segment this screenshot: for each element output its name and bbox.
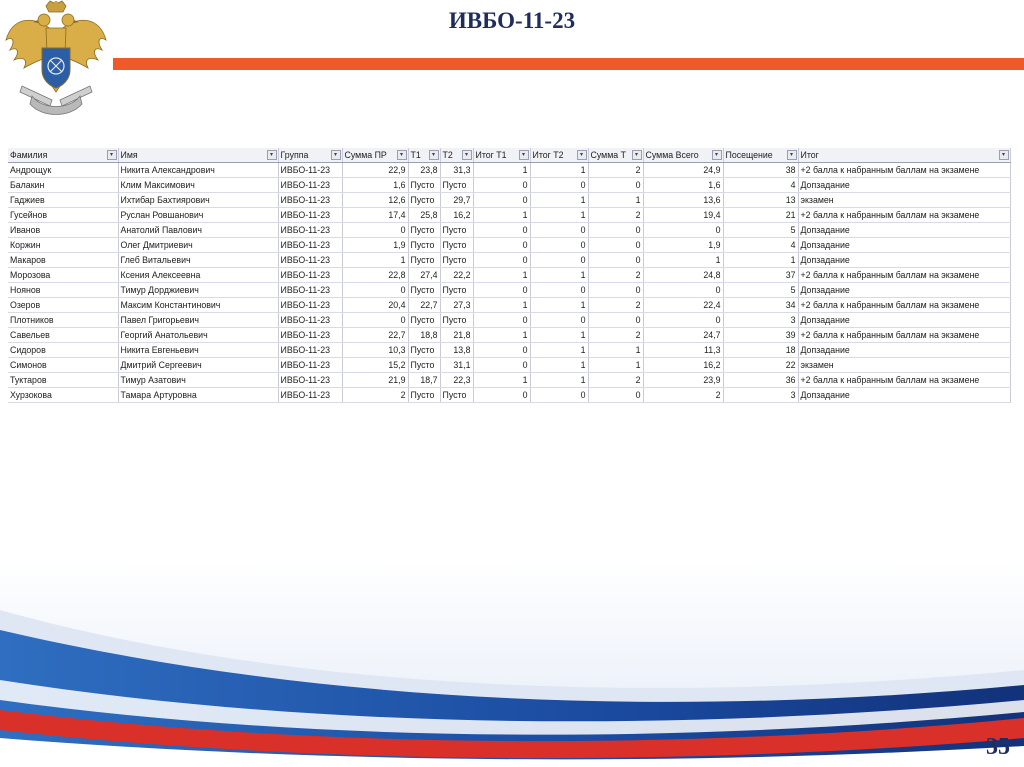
table-cell[interactable]: 0 [473,238,530,253]
table-cell[interactable]: Гусейнов [8,208,118,223]
table-row [8,223,1010,238]
table-cell[interactable]: 31,1 [440,358,473,373]
table-cell[interactable]: 0 [473,313,530,328]
table-cell[interactable]: 1 [530,373,588,388]
table-row [8,268,1010,283]
table-cell[interactable]: 0 [643,223,723,238]
column-header-label: Сумма Т [590,150,626,160]
table-cell[interactable]: 22,7 [342,328,408,343]
table-cell[interactable]: 2 [588,163,643,178]
table-cell[interactable]: Допзадание [798,223,1010,238]
table-cell[interactable]: +2 балла к набранным баллам на экзамене [798,163,1010,178]
table-cell[interactable]: 31,3 [440,163,473,178]
table-cell[interactable]: ИВБО-11-23 [278,388,342,403]
table-cell[interactable]: ИВБО-11-23 [278,193,342,208]
column-header[interactable] [723,148,798,163]
table-cell[interactable]: Пусто [408,313,440,328]
table-cell[interactable]: 5 [723,283,798,298]
table-row [8,193,1010,208]
table-cell[interactable]: Андрощук [8,163,118,178]
table-cell[interactable]: 1 [588,358,643,373]
table-cell[interactable]: 1 [530,268,588,283]
table-cell[interactable]: Никита Александрович [118,163,278,178]
table-cell[interactable]: 2 [588,208,643,223]
table-row [8,313,1010,328]
table-cell[interactable]: 0 [588,178,643,193]
table-cell[interactable]: 0 [530,388,588,403]
table-cell[interactable]: 0 [530,313,588,328]
table-cell[interactable]: +2 балла к набранным баллам на экзамене [798,298,1010,313]
table-cell[interactable]: 1 [530,358,588,373]
table-cell[interactable]: Максим Константинович [118,298,278,313]
column-header[interactable] [798,148,1010,163]
table-cell[interactable]: 2 [342,388,408,403]
table-cell[interactable]: Макаров [8,253,118,268]
table-cell[interactable]: Хурзокова [8,388,118,403]
table-row [8,253,1010,268]
table-row [8,298,1010,313]
table-cell[interactable]: +2 балла к набранным баллам на экзамене [798,328,1010,343]
column-header-label: Т2 [442,150,453,160]
table-cell[interactable]: 4 [723,238,798,253]
filter-dropdown-icon[interactable]: ▾ [331,150,341,160]
table-cell[interactable]: ИВБО-11-23 [278,238,342,253]
table-cell[interactable]: 29,7 [440,193,473,208]
table-cell[interactable]: 1 [530,193,588,208]
table-cell[interactable]: ИВБО-11-23 [278,283,342,298]
table-cell[interactable]: 1 [342,253,408,268]
table-cell[interactable]: 27,3 [440,298,473,313]
table-cell[interactable]: 22,9 [342,163,408,178]
table-cell[interactable]: 0 [643,313,723,328]
table-row [8,358,1010,373]
filter-dropdown-icon[interactable]: ▾ [999,150,1009,160]
table-cell[interactable]: Допзадание [798,388,1010,403]
table-cell[interactable]: Пусто [408,388,440,403]
table-cell[interactable]: ИВБО-11-23 [278,163,342,178]
table-cell[interactable]: Ихтибар Бахтиярович [118,193,278,208]
table-cell[interactable]: 38 [723,163,798,178]
table-cell[interactable]: 1 [530,208,588,223]
column-header[interactable] [440,148,473,163]
spreadsheet-table [8,148,1011,403]
table-cell[interactable]: 16,2 [643,358,723,373]
table-cell[interactable]: 0 [342,313,408,328]
table-cell[interactable]: 20,4 [342,298,408,313]
table-cell[interactable]: 1 [643,253,723,268]
table-cell[interactable]: 1 [473,268,530,283]
table-cell[interactable]: 2 [588,298,643,313]
table-cell[interactable]: Допзадание [798,313,1010,328]
table-cell[interactable]: 22,8 [342,268,408,283]
table-cell[interactable]: 37 [723,268,798,283]
filter-dropdown-icon[interactable]: ▾ [429,150,439,160]
column-header-label: Итог [800,150,819,160]
table-cell[interactable]: 1 [473,208,530,223]
table-cell[interactable]: Олег Дмитриевич [118,238,278,253]
table-cell[interactable]: Балакин [8,178,118,193]
table-cell[interactable]: 10,3 [342,343,408,358]
table-cell[interactable]: 18,8 [408,328,440,343]
table-cell[interactable]: 34 [723,298,798,313]
table-cell[interactable]: экзамен [798,358,1010,373]
table-cell[interactable]: Пусто [408,178,440,193]
table-cell[interactable]: 0 [473,388,530,403]
table-cell[interactable]: Пусто [408,193,440,208]
table-cell[interactable]: Пусто [408,343,440,358]
table-cell[interactable]: ИВБО-11-23 [278,223,342,238]
column-header-label: Т1 [410,150,421,160]
column-header[interactable] [118,148,278,163]
table-row [8,178,1010,193]
table-cell[interactable]: Допзадание [798,283,1010,298]
table-cell[interactable]: ИВБО-11-23 [278,178,342,193]
table-cell[interactable]: 2 [588,373,643,388]
table-cell[interactable]: Пусто [440,253,473,268]
table-cell[interactable]: 23,8 [408,163,440,178]
table-row [8,343,1010,358]
table-cell[interactable]: 1 [530,163,588,178]
table-cell[interactable]: 0 [588,313,643,328]
table-cell[interactable]: Озеров [8,298,118,313]
table-cell[interactable]: 21,8 [440,328,473,343]
filter-dropdown-icon[interactable]: ▾ [787,150,797,160]
table-cell[interactable]: 11,3 [643,343,723,358]
table-cell[interactable]: Плотников [8,313,118,328]
table-cell[interactable]: 0 [643,283,723,298]
table-cell[interactable]: 0 [588,388,643,403]
table-cell[interactable]: Пусто [440,313,473,328]
table-cell[interactable]: 1 [530,343,588,358]
column-header[interactable] [588,148,643,163]
table-cell[interactable]: Руслан Ровшанович [118,208,278,223]
table-cell[interactable]: 0 [473,283,530,298]
table-cell[interactable]: 16,2 [440,208,473,223]
filter-dropdown-icon[interactable]: ▾ [712,150,722,160]
column-header[interactable] [342,148,408,163]
table-cell[interactable]: Пусто [440,238,473,253]
table-cell[interactable]: Допзадание [798,253,1010,268]
table-cell[interactable]: 0 [588,253,643,268]
table-cell[interactable]: Пусто [440,178,473,193]
table-cell[interactable]: 1,6 [342,178,408,193]
table-cell[interactable]: Симонов [8,358,118,373]
table-cell[interactable]: 1 [530,298,588,313]
column-header-label: Имя [120,150,138,160]
column-header-label: Группа [280,150,309,160]
table-row [8,388,1010,403]
table-cell[interactable]: 36 [723,373,798,388]
table-cell[interactable]: Пусто [440,223,473,238]
table-cell[interactable]: 0 [342,283,408,298]
table-cell[interactable]: 4 [723,178,798,193]
table-cell[interactable]: 2 [588,328,643,343]
table-cell[interactable]: +2 балла к набранным баллам на экзамене [798,373,1010,388]
table-cell[interactable]: Допзадание [798,178,1010,193]
table-cell[interactable]: 2 [588,268,643,283]
table-cell[interactable]: 0 [530,283,588,298]
table-cell[interactable]: 18,7 [408,373,440,388]
column-header-label: Итог Т2 [532,150,564,160]
table-cell[interactable]: 1,9 [342,238,408,253]
table-row [8,283,1010,298]
filter-dropdown-icon[interactable]: ▾ [577,150,587,160]
table-cell[interactable]: Сидоров [8,343,118,358]
table-cell[interactable]: ИВБО-11-23 [278,253,342,268]
table-cell[interactable]: 23,9 [643,373,723,388]
table-cell[interactable]: Георгий Анатольевич [118,328,278,343]
table-cell[interactable]: 22,3 [440,373,473,388]
table-cell[interactable]: 0 [473,358,530,373]
table-cell[interactable]: Туктаров [8,373,118,388]
table-cell[interactable]: Ксения Алексеевна [118,268,278,283]
table-cell[interactable]: 25,8 [408,208,440,223]
column-header-label: Посещение [725,150,773,160]
table-cell[interactable]: 22,7 [408,298,440,313]
table-cell[interactable]: 18 [723,343,798,358]
table-cell[interactable]: 1,9 [643,238,723,253]
table-cell[interactable]: Никита Евгеньевич [118,343,278,358]
column-header-label: Сумма Всего [645,150,699,160]
filter-dropdown-icon[interactable]: ▾ [397,150,407,160]
table-cell[interactable]: 0 [530,238,588,253]
table-cell[interactable]: Клим Максимович [118,178,278,193]
table-cell[interactable]: экзамен [798,193,1010,208]
table-cell[interactable]: 1 [723,253,798,268]
table-cell[interactable]: 1 [473,328,530,343]
table-cell[interactable]: 1 [588,343,643,358]
table-cell[interactable]: 3 [723,388,798,403]
table-cell[interactable]: 0 [588,223,643,238]
slide-title: ИВБО-11-23 [448,8,576,33]
table-cell[interactable]: 21,9 [342,373,408,388]
column-header[interactable] [530,148,588,163]
table-cell[interactable]: 0 [530,223,588,238]
table-cell[interactable]: 19,4 [643,208,723,223]
header-row [8,148,1010,163]
table-cell[interactable]: 0 [473,343,530,358]
table-cell[interactable]: 13,8 [440,343,473,358]
table-cell[interactable]: 13 [723,193,798,208]
table-cell[interactable]: Пусто [408,223,440,238]
table-cell[interactable]: 3 [723,313,798,328]
table-cell[interactable]: 1 [473,163,530,178]
table-cell[interactable]: +2 балла к набранным баллам на экзамене [798,208,1010,223]
filter-dropdown-icon[interactable]: ▾ [632,150,642,160]
filter-dropdown-icon[interactable]: ▾ [107,150,117,160]
table-cell[interactable]: 0 [473,193,530,208]
table-cell[interactable]: +2 балла к набранным баллам на экзамене [798,268,1010,283]
table-cell[interactable]: 22,2 [440,268,473,283]
table-cell[interactable]: 22,4 [643,298,723,313]
table-cell[interactable]: 12,6 [342,193,408,208]
filter-dropdown-icon[interactable]: ▾ [519,150,529,160]
filter-dropdown-icon[interactable]: ▾ [267,150,277,160]
column-header[interactable] [643,148,723,163]
table-cell[interactable]: 24,7 [643,328,723,343]
table-cell[interactable]: 0 [342,223,408,238]
filter-dropdown-icon[interactable]: ▾ [462,150,472,160]
table-cell[interactable]: 15,2 [342,358,408,373]
column-header[interactable] [473,148,530,163]
table-row [8,163,1010,178]
table-cell[interactable]: 39 [723,328,798,343]
table-row [8,208,1010,223]
table-cell[interactable]: Дмитрий Сергеевич [118,358,278,373]
table-cell[interactable]: Глеб Витальевич [118,253,278,268]
table-cell[interactable]: Коржин [8,238,118,253]
table-cell[interactable]: ИВБО-11-23 [278,373,342,388]
table-cell[interactable]: Допзадание [798,238,1010,253]
table-cell[interactable]: 0 [588,238,643,253]
table-cell[interactable]: ИВБО-11-23 [278,343,342,358]
table-cell[interactable]: Допзадание [798,343,1010,358]
table-cell[interactable]: 0 [473,253,530,268]
table-cell[interactable]: 13,6 [643,193,723,208]
table-row [8,373,1010,388]
table-cell[interactable]: 0 [530,178,588,193]
table-cell[interactable]: Анатолий Павлович [118,223,278,238]
page-number: 35 [986,734,1010,760]
table-cell[interactable]: 1 [530,328,588,343]
table-cell[interactable]: ИВБО-11-23 [278,298,342,313]
table-cell[interactable]: Пусто [440,388,473,403]
table-cell[interactable]: 24,9 [643,163,723,178]
table-cell[interactable]: 27,4 [408,268,440,283]
table-cell[interactable]: 1 [473,373,530,388]
table-row [8,328,1010,343]
table-cell[interactable]: ИВБО-11-23 [278,328,342,343]
table-cell[interactable]: 0 [473,223,530,238]
column-header[interactable] [278,148,342,163]
table-cell[interactable]: 5 [723,223,798,238]
table-cell[interactable]: 24,8 [643,268,723,283]
table-cell[interactable]: Пусто [440,283,473,298]
table-cell[interactable]: Тамара Артуровна [118,388,278,403]
column-header-label: Фамилия [10,150,48,160]
table-cell[interactable]: ИВБО-11-23 [278,208,342,223]
table-cell[interactable]: Савельев [8,328,118,343]
table-cell[interactable]: 21 [723,208,798,223]
table-cell[interactable]: ИВБО-11-23 [278,268,342,283]
table-cell[interactable]: 22 [723,358,798,373]
table-cell[interactable]: Пусто [408,253,440,268]
table-cell[interactable]: 1 [588,193,643,208]
table-cell[interactable]: 0 [473,178,530,193]
table-cell[interactable]: Морозова [8,268,118,283]
table-cell[interactable]: 0 [530,253,588,268]
table-cell[interactable]: Пусто [408,238,440,253]
table-cell[interactable]: Тимур Азатович [118,373,278,388]
column-header-label: Итог Т1 [475,150,507,160]
column-header[interactable] [8,148,118,163]
title-accent-bar [113,58,1024,70]
table-cell[interactable]: Гаджиев [8,193,118,208]
table-cell[interactable]: Тимур Дорджиевич [118,283,278,298]
table-cell[interactable]: 0 [588,283,643,298]
table-cell[interactable]: ИВБО-11-23 [278,358,342,373]
table-cell[interactable]: Пусто [408,283,440,298]
table-cell[interactable]: Ноянов [8,283,118,298]
table-cell[interactable]: 1 [473,298,530,313]
column-header[interactable] [408,148,440,163]
table-cell[interactable]: ИВБО-11-23 [278,313,342,328]
table-cell[interactable]: 17,4 [342,208,408,223]
table-cell[interactable]: Иванов [8,223,118,238]
decorative-wave-footer [0,560,1024,767]
table-cell[interactable]: Павел Григорьевич [118,313,278,328]
table-cell[interactable]: Пусто [408,358,440,373]
table-cell[interactable]: 1,6 [643,178,723,193]
table-cell[interactable]: 2 [643,388,723,403]
table-row [8,238,1010,253]
column-header-label: Сумма ПР [344,150,387,160]
